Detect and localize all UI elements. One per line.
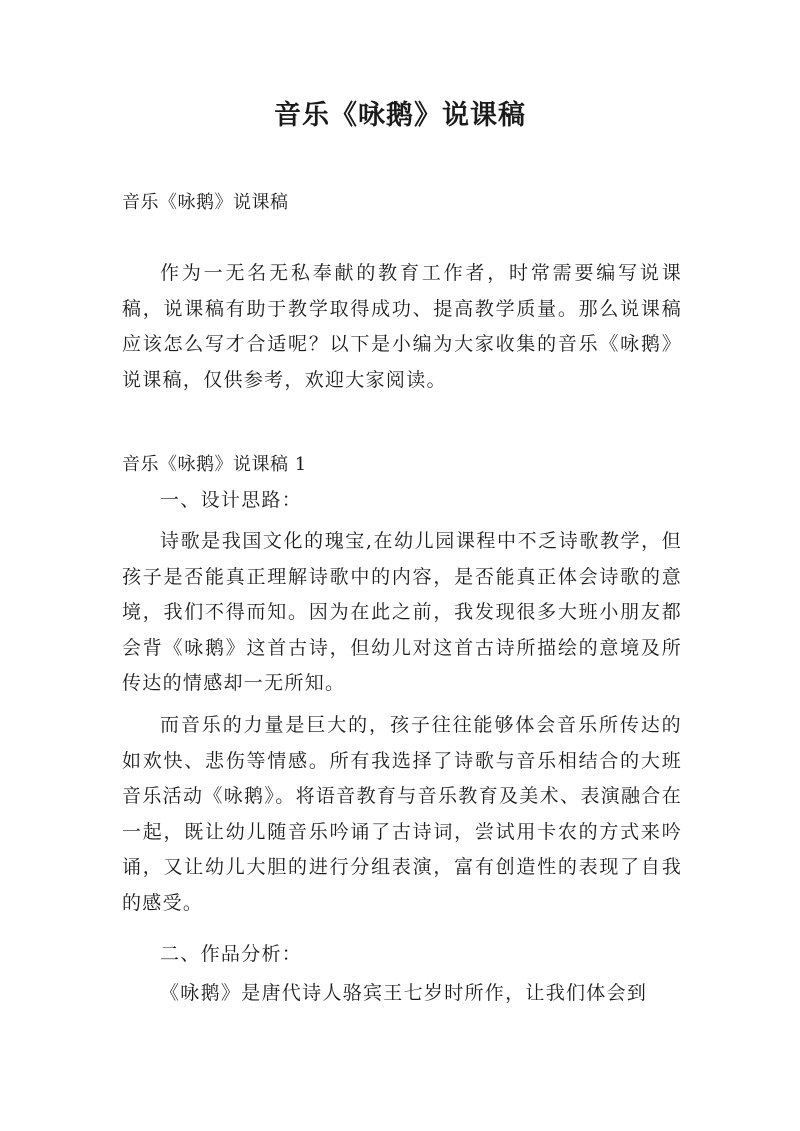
heading-work-analysis: 二、作品分析： (160, 943, 303, 965)
paragraph-music-power: 而音乐的力量是巨大的，孩子往往能够体会音乐所传达的如欢快、悲伤等情感。所有我选择了诗歌与音乐相结合的大班音乐活动《咏鹅》。将语音教育与音乐教育及美术、表演融合在一起，既让幼儿随音乐吟诵了古诗词，尝试用卡农的方式来吟诵，又让幼儿大胆的进行分组表演，富有创造性的表现了自我的感受。 (122, 714, 682, 914)
document-title: 音乐《咏鹅》说课稿 (274, 100, 526, 131)
paragraph-work-analysis: 《咏鹅》是唐代诗人骆宾王七岁时所作，让我们体会到 (160, 982, 648, 1004)
section-title: 音乐《咏鹅》说课稿 1 (122, 454, 307, 475)
intro-paragraph: 作为一无名无私奉献的教育工作者，时常需要编写说课稿，说课稿有助于教学取得成功、提高教学质量。那么说课稿应该怎么写才合适呢？以下是小编为大家收集的音乐《咏鹅》说课稿，仅供参考，欢迎大家阅读。 (122, 262, 682, 391)
heading-design-approach: 一、设计思路： (160, 489, 303, 511)
document-subtitle: 音乐《咏鹅》说课稿 (122, 192, 289, 213)
paragraph-design-approach: 诗歌是我国文化的瑰宝,在幼儿园课程中不乏诗歌教学，但孩子是否能真正理解诗歌中的内容，是否能真正体会诗歌的意境，我们不得而知。因为在此之前，我发现很多大班小朋友都会背《咏鹅》这首古诗，但幼儿对这首古诗所描绘的意境及所传达的情感却一无所知。 (122, 530, 682, 694)
